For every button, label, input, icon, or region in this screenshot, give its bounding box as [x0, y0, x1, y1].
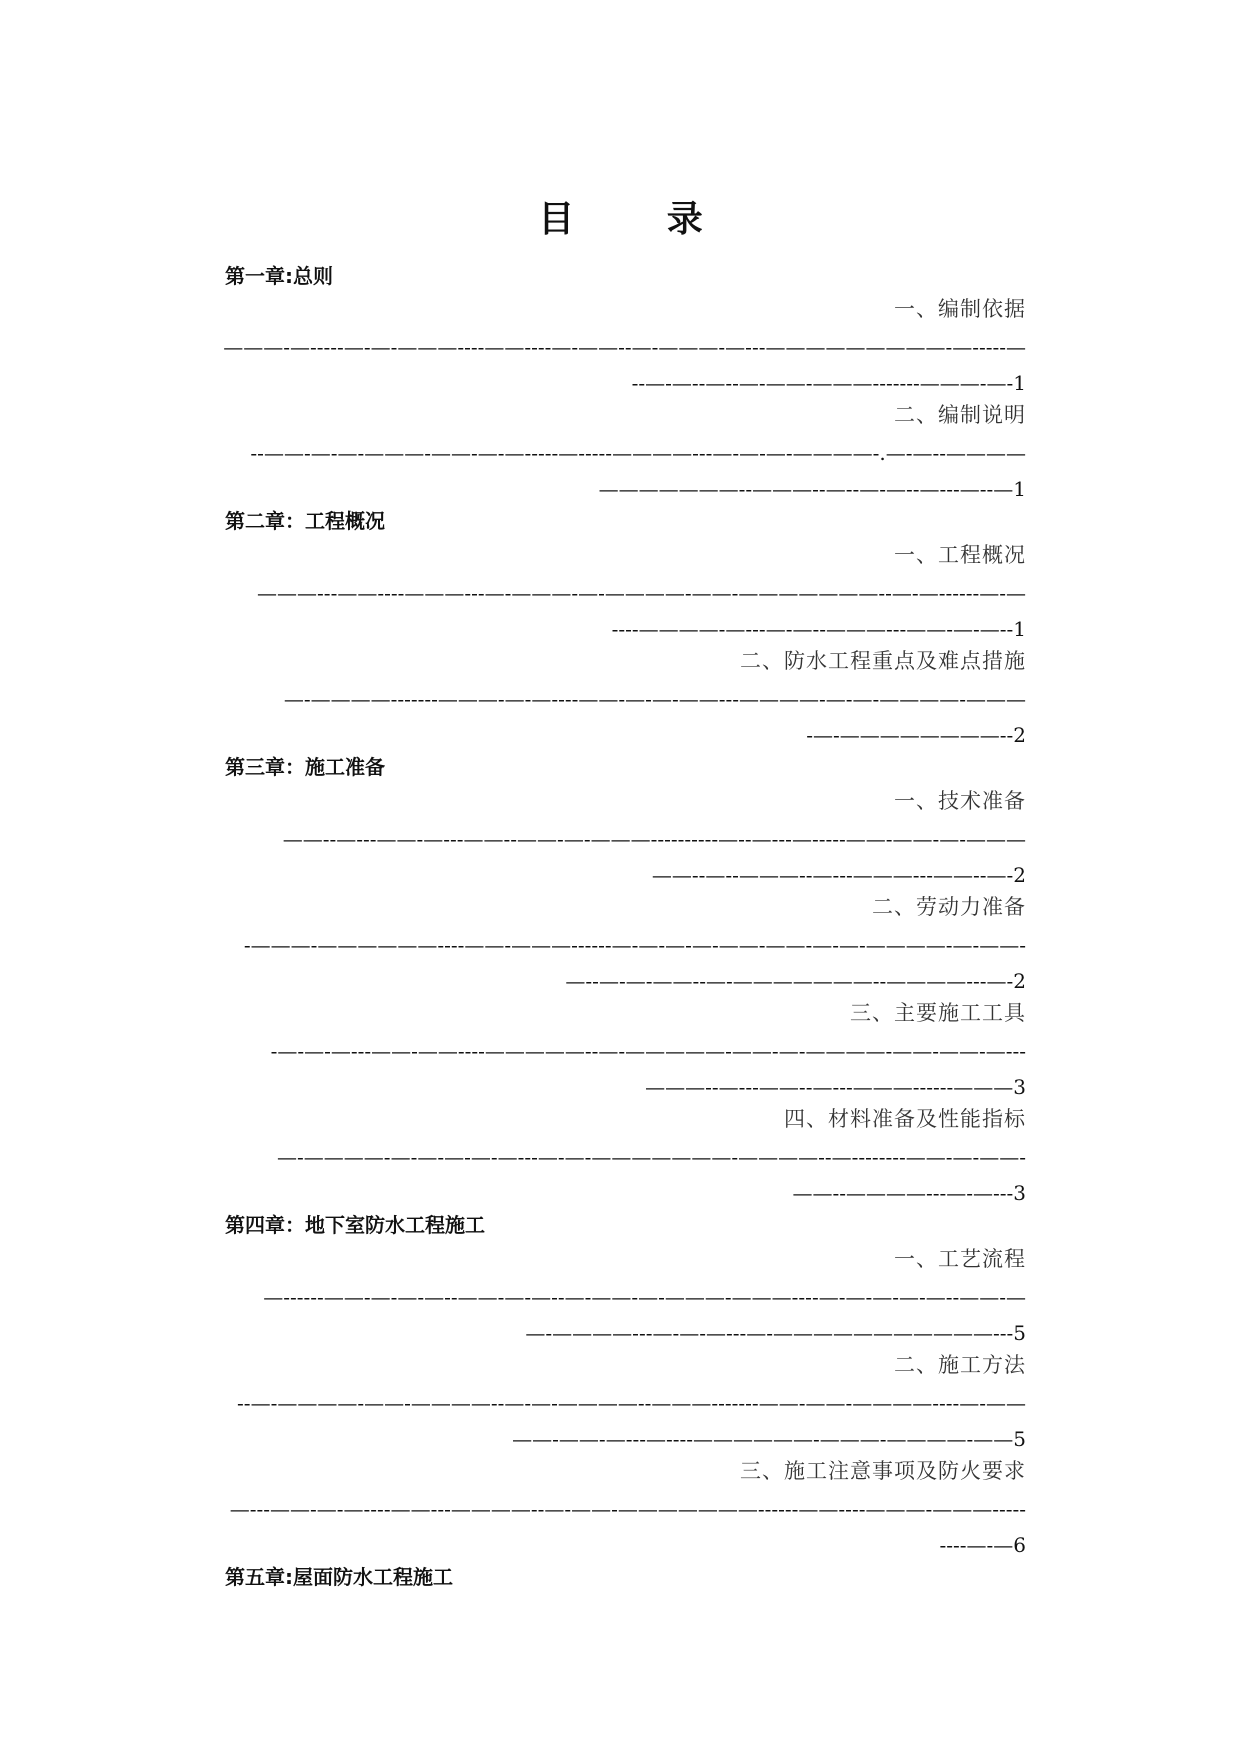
toc-item[interactable]: 四、材料准备及性能指标: [784, 1107, 1026, 1131]
chapter-heading-5: 第五章:屋面防水工程施工: [225, 1565, 453, 1589]
toc-item[interactable]: 二、施工方法: [894, 1353, 1026, 1377]
toc-leader-page: ———————--———--—--—-—--—---—--—1: [598, 477, 1026, 501]
toc-leader-page: ———--—---——--—---———------———3: [645, 1075, 1026, 1099]
toc-item[interactable]: 二、防水工程重点及难点措施: [740, 649, 1026, 673]
page-title: 目 录: [538, 199, 743, 240]
toc-leader-page: ——--—--———--—---———---——--—-2: [651, 863, 1026, 887]
toc-leader: —-————-------———-—-—----——-—-—-——---————-—-—-————-———: [283, 687, 1026, 711]
toc-item[interactable]: 一、工程概况: [894, 543, 1026, 567]
toc-leader-page: —-————---—-—-—---—-———————————---5: [525, 1321, 1026, 1345]
toc-item[interactable]: 三、主要施工工具: [850, 1001, 1026, 1025]
toc-leader-page: —--—-—-——--—-———————--————---—-2: [565, 969, 1026, 993]
toc-leader: -—-—-—---——-——----—————--—-—————-——-—-————-——-——-—---: [270, 1039, 1026, 1063]
toc-leader: --—-————-——-————--—-—-————--———-------——-——-————----—-——: [237, 1391, 1026, 1415]
toc-item[interactable]: 二、劳动力准备: [872, 895, 1026, 919]
toc-leader-page: ----—-—6: [939, 1533, 1026, 1557]
toc-leader: —------——-—-—-—--——-—-—--—-——-—-———-———----—-—-—-—-—--——-—: [263, 1285, 1026, 1309]
toc-item[interactable]: 一、工艺流程: [894, 1247, 1026, 1271]
toc-leader: —-————-—-—-—-—-—---—-—-———————-————--—--------——-—-——-: [277, 1145, 1026, 1169]
toc-leader: --——-—-—-———-——-—-—-----—-----————---—-—-—-————-.—-—--————: [250, 441, 1026, 465]
toc-leader-page: -—-————————--2: [806, 723, 1026, 747]
toc-leader: —---——-—-—----——---————--—-——-———————------——----———-———-----: [229, 1497, 1026, 1521]
chapter-heading-1: 第一章:总则: [225, 264, 333, 288]
toc-item[interactable]: 一、技术准备: [894, 789, 1026, 813]
chapter-heading-3: 第三章：施工准备: [225, 755, 385, 779]
toc-item[interactable]: 一、编制依据: [894, 297, 1026, 321]
toc-leader-page: ——--————---—-—---3: [792, 1181, 1026, 1205]
toc-leader: ———---——----———---—-———-—-————-——-———————--—-—------—-—: [257, 581, 1026, 605]
toc-leader-page: ——-——-—---—----——————-———-————-——5: [512, 1427, 1026, 1451]
toc-item[interactable]: 二、编制说明: [894, 403, 1026, 427]
toc-leader: ——--—---——-—---——--——-—-———----------—--—---—-----——-——-—-———: [282, 827, 1026, 851]
toc-leader-page: ----————-—---—-—--———---——-—-—--1: [611, 617, 1026, 641]
toc-leader-page: --—-—--—--—-——-———-------———-—-1: [631, 371, 1026, 395]
chapter-heading-2: 第二章：工程概况: [225, 509, 385, 533]
toc-leader: -———-——————----——-———------—-—-—-—-——-——-—-—-————-—-——-: [243, 933, 1026, 957]
toc-leader: ———-—-----—-—-———----——----—-——--—-———-—---—————————-—-----—: [223, 335, 1026, 359]
chapter-heading-4: 第四章：地下室防水工程施工: [225, 1213, 485, 1237]
toc-item[interactable]: 三、施工注意事项及防火要求: [740, 1459, 1026, 1483]
